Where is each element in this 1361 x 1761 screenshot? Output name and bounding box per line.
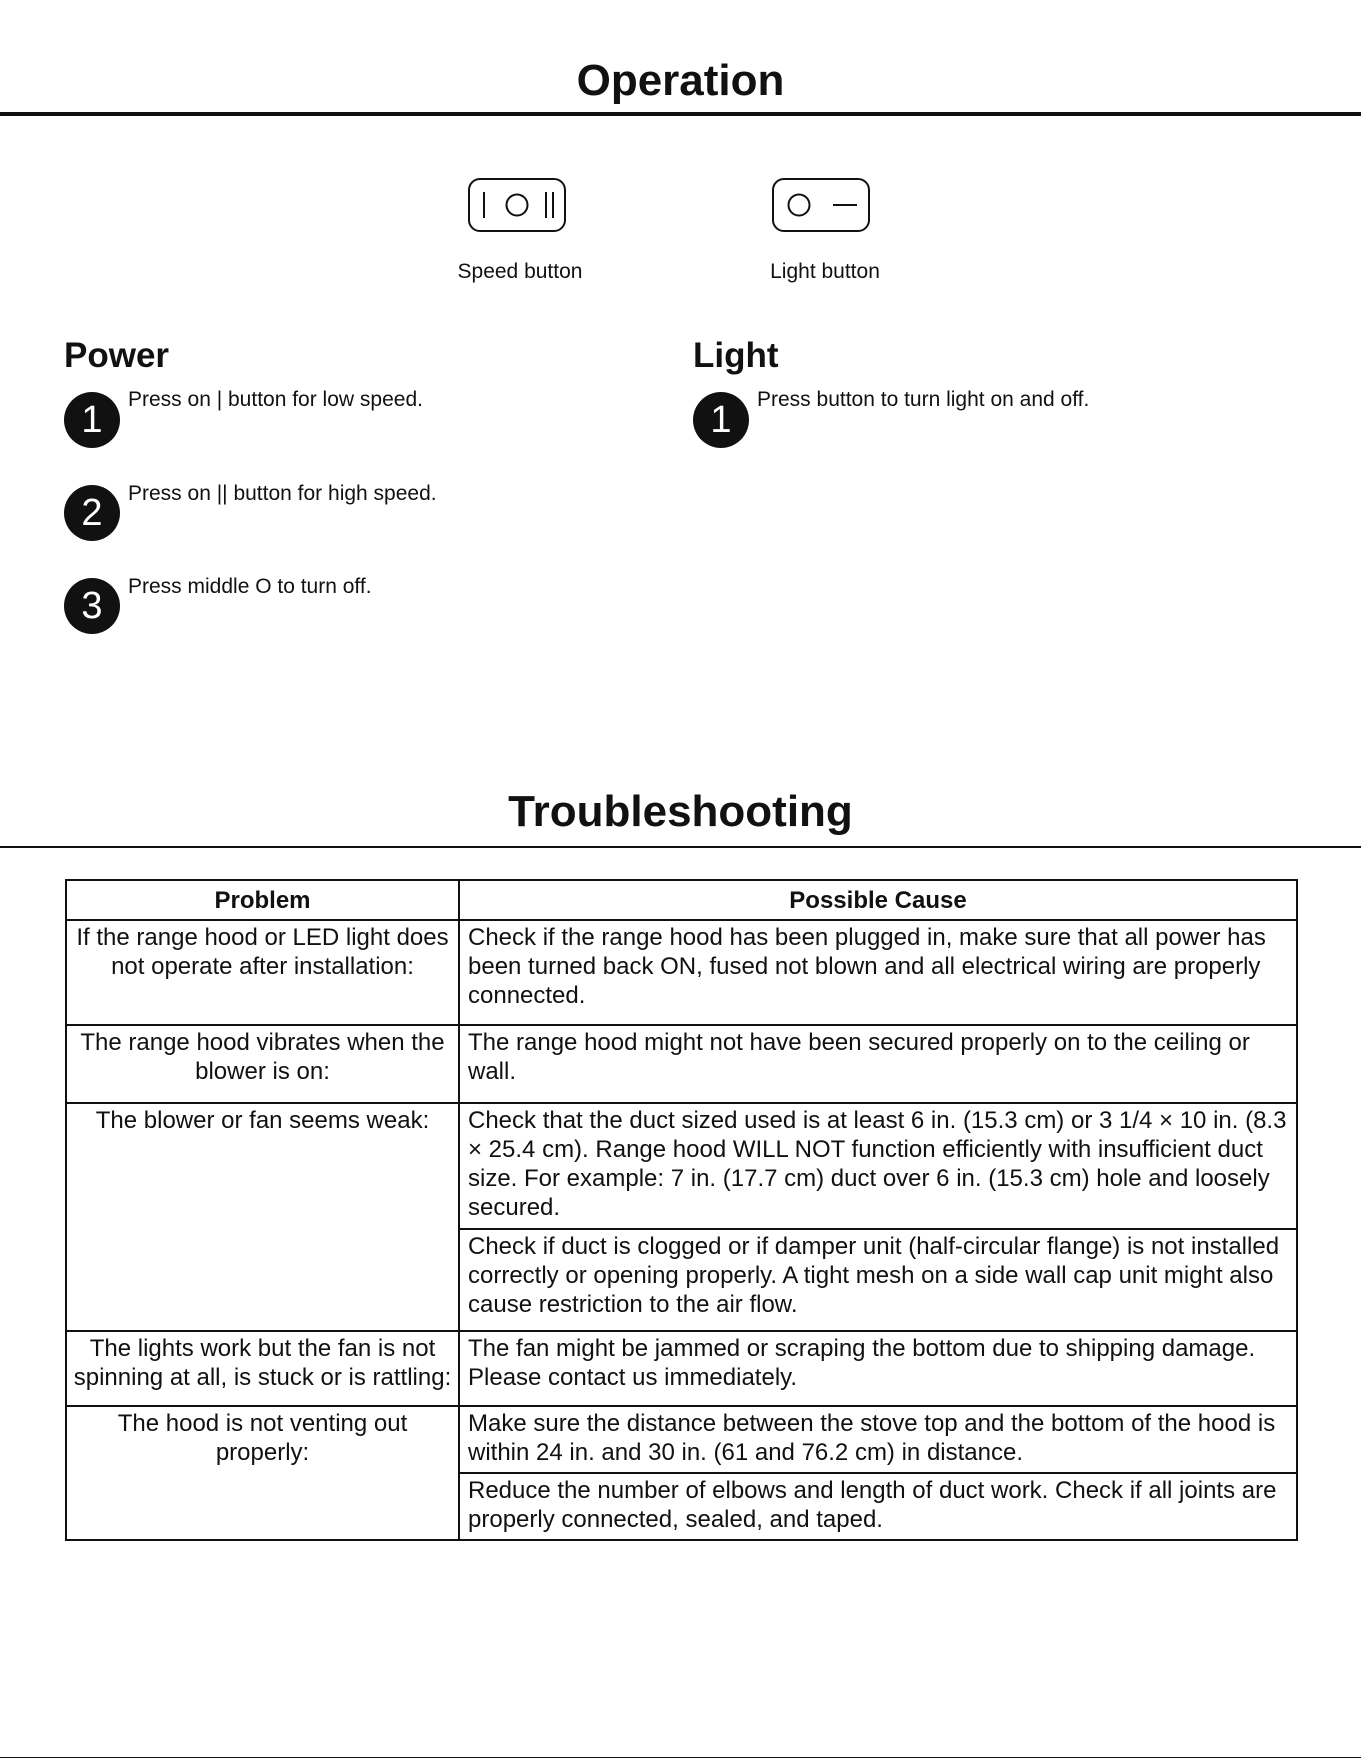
speed-switch-icon bbox=[468, 178, 566, 232]
power-step-2-text: Press on || button for high speed. bbox=[128, 482, 437, 505]
operation-divider bbox=[0, 112, 1361, 116]
cause-cell: The fan might be jammed or scraping the bottom due to shipping damage. Please contact us immediately. bbox=[459, 1331, 1297, 1406]
light-switch-icon bbox=[772, 178, 870, 232]
power-step-3-text: Press middle O to turn off. bbox=[128, 575, 372, 598]
power-heading: Power bbox=[64, 336, 170, 375]
problem-cell: The lights work but the fan is not spinning at all, is stuck or is rattling: bbox=[66, 1331, 459, 1406]
table-row bbox=[66, 1103, 1297, 1229]
operation-title: Operation bbox=[576, 56, 785, 105]
light-heading: Light bbox=[693, 336, 779, 375]
table-header-row bbox=[66, 880, 1297, 920]
cause-cell: Check that the duct sized used is at least 6 in. (15.3 cm) or 3 1/4 × 10 in. (8.3 × 25.4 cm). Range hood WILL NOT function efficiently with insufficient duct size. For example: 7 in. (17.7 cm) duct over 6 in. (15.3 cm) hole and loosely secured. bbox=[459, 1103, 1297, 1229]
problem-cell: If the range hood or LED light does not operate after installation: bbox=[66, 920, 459, 1025]
troubleshooting-divider bbox=[0, 846, 1361, 848]
problem-cell: The hood is not venting out properly: bbox=[66, 1406, 459, 1540]
speed-button-label: Speed button bbox=[457, 260, 583, 283]
table-row bbox=[66, 1331, 1297, 1406]
table-row bbox=[66, 1406, 1297, 1473]
light-step-1-text: Press button to turn light on and off. bbox=[757, 388, 1090, 411]
cause-cell: Check if the range hood has been plugged in, make sure that all power has been turned back ON, fused not blown and all electrical wiring are properly connected. bbox=[459, 920, 1297, 1025]
page-bottom-rule bbox=[0, 1757, 1361, 1758]
problem-column-header: Problem bbox=[66, 880, 459, 920]
light-button-label: Light button bbox=[770, 260, 880, 283]
power-step-2-number: 2 bbox=[64, 485, 120, 541]
cause-cell: The range hood might not have been secured properly on to the ceiling or wall. bbox=[459, 1025, 1297, 1103]
troubleshooting-table bbox=[65, 879, 1298, 1541]
cause-cell: Reduce the number of elbows and length of duct work. Check if all joints are properly connected, sealed, and taped. bbox=[459, 1473, 1297, 1540]
cause-column-header: Possible Cause bbox=[459, 880, 1297, 920]
problem-cell: The blower or fan seems weak: bbox=[66, 1103, 459, 1331]
table-row bbox=[66, 1025, 1297, 1103]
cause-cell: Make sure the distance between the stove top and the bottom of the hood is within 24 in. and 30 in. (61 and 76.2 cm) in distance. bbox=[459, 1406, 1297, 1473]
power-step-1-number: 1 bbox=[64, 392, 120, 448]
troubleshooting-title: Troubleshooting bbox=[508, 787, 853, 836]
problem-cell: The range hood vibrates when the blower is on: bbox=[66, 1025, 459, 1103]
cause-cell: Check if duct is clogged or if damper unit (half-circular flange) is not installed correctly or opening properly. A tight mesh on a side wall cap unit might also cause restriction to the air flow. bbox=[459, 1229, 1297, 1331]
power-step-3-number: 3 bbox=[64, 578, 120, 634]
power-step-1-text: Press on | button for low speed. bbox=[128, 388, 423, 411]
table-row bbox=[66, 920, 1297, 1025]
light-step-1-number: 1 bbox=[693, 392, 749, 448]
